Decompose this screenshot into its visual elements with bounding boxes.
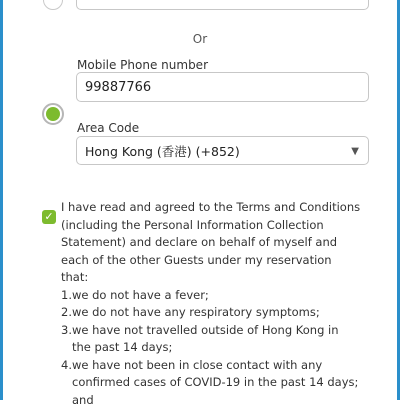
area-code-value: Hong Kong (香港) (+852) bbox=[85, 142, 240, 160]
area-code-select[interactable] bbox=[76, 136, 369, 165]
checkmark-icon: ✓ bbox=[44, 210, 53, 223]
email-input[interactable] bbox=[76, 0, 369, 10]
list-item: 3. we have not travelled outside of Hong Kong in the past 14 days; bbox=[61, 322, 361, 357]
phone-value: 99887766 bbox=[85, 80, 151, 95]
area-code-label: Area Code bbox=[77, 121, 139, 135]
list-item: 4. we have not been in close contact with any confirmed cases of COVID-19 in the past 14 days; and bbox=[61, 357, 361, 409]
phone-input[interactable] bbox=[76, 72, 369, 102]
terms-checkbox[interactable] bbox=[42, 210, 56, 224]
list-item: 2. we do not have any respiratory symptoms; bbox=[61, 304, 361, 322]
terms-list bbox=[61, 287, 361, 409]
phone-option-radio[interactable] bbox=[42, 103, 64, 125]
email-option-radio[interactable] bbox=[43, 0, 63, 10]
terms-intro: I have read and agreed to the Terms and Conditions (including the Personal Information Collection Statement) and declare on behalf of myself and each of the other Guests under my reservation that: bbox=[61, 199, 361, 287]
caret-down-icon: ▼ bbox=[351, 146, 359, 157]
terms-text bbox=[61, 199, 361, 409]
phone-label: Mobile Phone number bbox=[77, 58, 208, 72]
or-divider: Or bbox=[0, 32, 400, 46]
list-item: 1. we do not have a fever; bbox=[61, 287, 361, 305]
frame-left-border bbox=[0, 0, 3, 400]
